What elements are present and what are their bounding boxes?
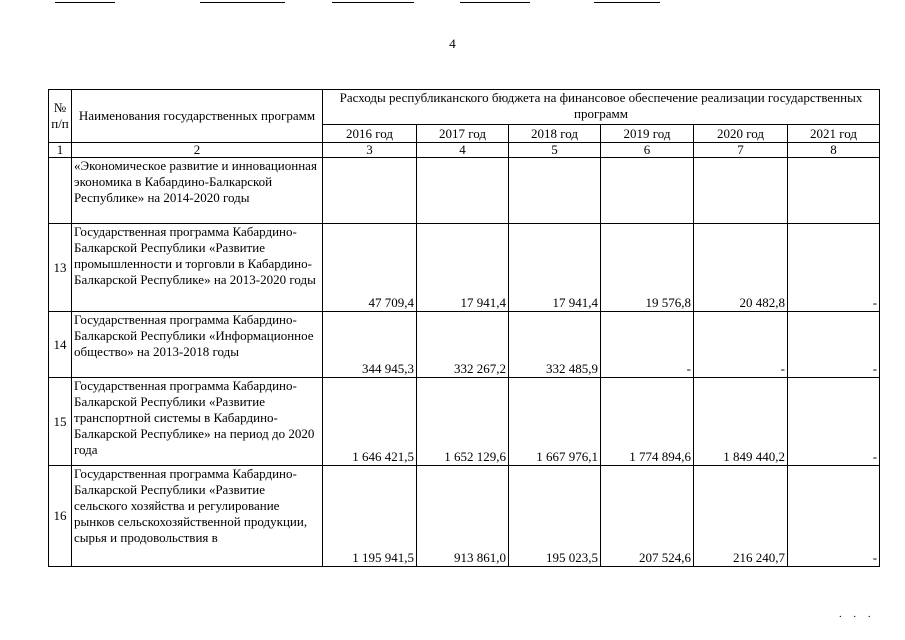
expense-value	[694, 158, 788, 224]
expense-value: 17 941,4	[417, 224, 509, 312]
program-name: Государственная программа Кабардино-Балкарской Республики «Развитие транспортной системы в Кабардино-Балкарской Республике» на период до 2020 года	[72, 378, 323, 466]
expense-value: 332 267,2	[417, 312, 509, 378]
col-num-header: № п/п	[49, 90, 72, 143]
year-header: 2020 год	[694, 125, 788, 143]
expense-value: 20 482,8	[694, 224, 788, 312]
expense-value: 17 941,4	[509, 224, 601, 312]
table-row	[49, 312, 880, 378]
expense-value: -	[788, 312, 880, 378]
expense-value: 1 646 421,5	[323, 378, 417, 466]
year-header: 2021 год	[788, 125, 880, 143]
expense-value: 19 576,8	[601, 224, 694, 312]
expense-value: 207 524,6	[601, 466, 694, 567]
page-number: 4	[449, 36, 456, 51]
table-row	[49, 466, 880, 567]
scan-rule-2	[200, 2, 285, 3]
table-row	[49, 224, 880, 312]
scan-marks: · · ·	[838, 611, 875, 623]
scan-rule-4	[460, 2, 530, 3]
expense-value	[417, 158, 509, 224]
year-header: 2017 год	[417, 125, 509, 143]
expense-value: 1 652 129,6	[417, 378, 509, 466]
column-index: 1	[49, 143, 72, 158]
scan-rule-5	[594, 2, 660, 3]
expense-value: -	[788, 378, 880, 466]
row-number: 14	[49, 312, 72, 378]
expense-value: 1 849 440,2	[694, 378, 788, 466]
expense-value	[601, 158, 694, 224]
column-index: 8	[788, 143, 880, 158]
row-number: 15	[49, 378, 72, 466]
expense-value: -	[694, 312, 788, 378]
program-name: Государственная программа Кабардино-Балкарской Республики «Развитие промышленности и торговли в Кабардино-Балкарской Республике» на 2013-2020 годы	[72, 224, 323, 312]
expense-value: -	[788, 466, 880, 567]
column-index: 2	[72, 143, 323, 158]
table-row	[49, 378, 880, 466]
column-index: 6	[601, 143, 694, 158]
year-header: 2018 год	[509, 125, 601, 143]
expense-value: 1 774 894,6	[601, 378, 694, 466]
row-number: 16	[49, 466, 72, 567]
column-index: 5	[509, 143, 601, 158]
expense-value: 195 023,5	[509, 466, 601, 567]
program-name: «Экономическое развитие и инновационная экономика в Кабардино-Балкарской Республике» на 2014-2020 годы	[72, 158, 323, 224]
column-index: 7	[694, 143, 788, 158]
column-index: 3	[323, 143, 417, 158]
expense-value	[509, 158, 601, 224]
year-header: 2016 год	[323, 125, 417, 143]
year-header: 2019 год	[601, 125, 694, 143]
expense-value: 332 485,9	[509, 312, 601, 378]
expense-value: 216 240,7	[694, 466, 788, 567]
row-number: 13	[49, 224, 72, 312]
row-number	[49, 158, 72, 224]
expense-value: 913 861,0	[417, 466, 509, 567]
expense-value: -	[601, 312, 694, 378]
expense-value: 1 667 976,1	[509, 378, 601, 466]
program-name: Государственная программа Кабардино-Балкарской Республики «Информационное общество» на 2013-2018 годы	[72, 312, 323, 378]
table-row	[49, 158, 880, 224]
scan-rule-1	[55, 2, 115, 3]
column-index: 4	[417, 143, 509, 158]
expenses-header: Расходы республиканского бюджета на финансовое обеспечение реализации государственных программ	[323, 90, 880, 125]
expense-value: 1 195 941,5	[323, 466, 417, 567]
expense-value	[788, 158, 880, 224]
expense-value: 47 709,4	[323, 224, 417, 312]
expense-value: 344 945,3	[323, 312, 417, 378]
expense-value: -	[788, 224, 880, 312]
program-name: Государственная программа Кабардино-Балкарской Республики «Развитие сельского хозяйства и регулирование рынков сельскохозяйственной продукции, сырья и продовольствия в	[72, 466, 323, 567]
col-name-header: Наименования государственных программ	[72, 90, 323, 143]
expense-value	[323, 158, 417, 224]
scan-rule-3	[332, 2, 414, 3]
budget-table	[48, 89, 880, 567]
